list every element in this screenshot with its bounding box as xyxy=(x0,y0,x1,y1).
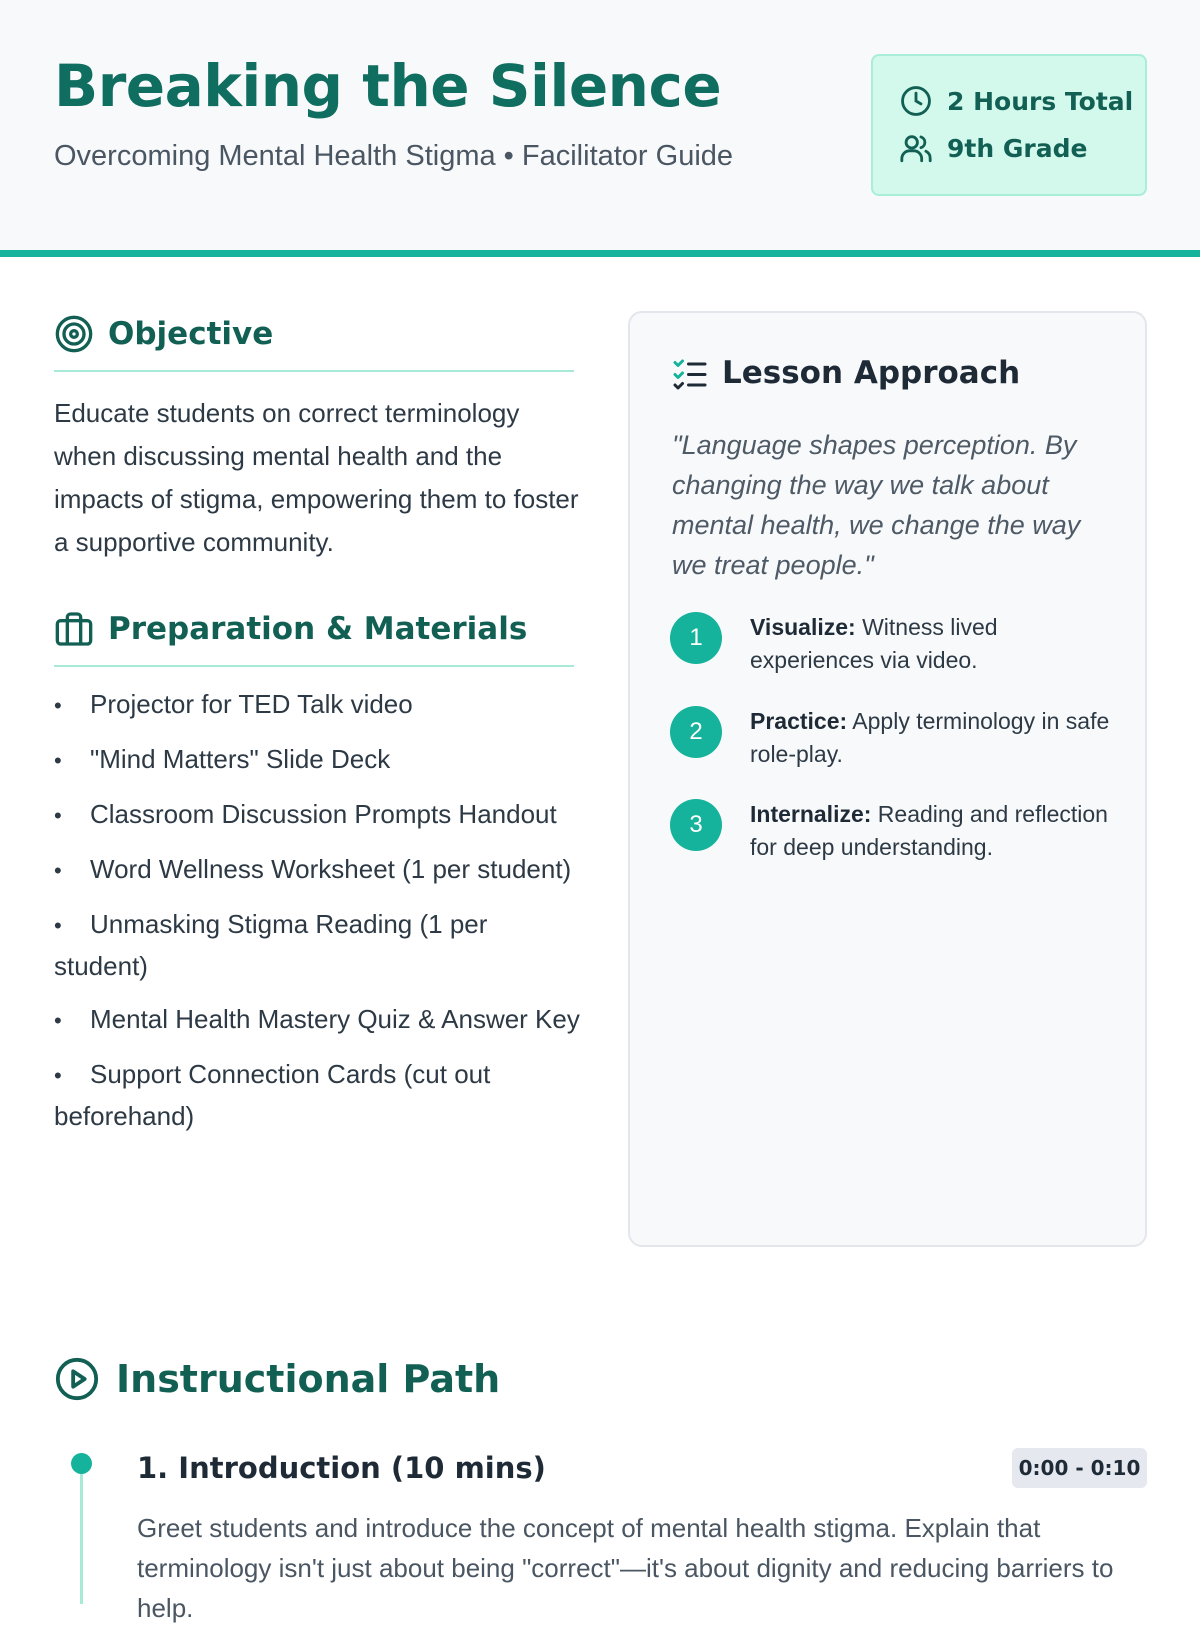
play-circle-icon xyxy=(54,1356,100,1402)
approach-quote: "Language shapes perception. By changing the way we talk about mental health, we change the way we treat people." xyxy=(672,430,1081,580)
lesson-meta-box xyxy=(871,54,1147,196)
time-badge: 0:00 - 0:10 xyxy=(1012,1448,1147,1488)
list-item: • Mental Health Mastery Quiz & Answer Key xyxy=(54,1004,580,1034)
lesson-approach-card xyxy=(628,311,1147,1247)
step-number: 1 xyxy=(670,612,722,664)
objective-heading xyxy=(54,314,574,372)
header xyxy=(0,0,1200,257)
list-item: • Word Wellness Worksheet (1 per student) xyxy=(54,854,572,884)
users-icon xyxy=(899,131,933,165)
approach-heading-label: Lesson Approach xyxy=(722,355,1021,391)
instructional-path-heading xyxy=(54,1356,500,1402)
path-step-description: Greet students and introduce the concept of mental health stigma. Explain that terminology isn't just about being "correct"—it's about dignity and reducing barriers to help. xyxy=(137,1513,1114,1623)
list-item: • Support Connection Cards (cut out beforehand) xyxy=(54,1059,491,1131)
materials-heading xyxy=(54,609,574,667)
approach-step xyxy=(670,798,1120,864)
step-text: Internalize: Reading and reflection for deep understanding. xyxy=(750,801,1108,860)
path-step-title: 1. Introduction (10 mins) xyxy=(137,1451,546,1485)
clock-icon xyxy=(899,84,933,118)
step-number: 2 xyxy=(670,706,722,758)
page-subtitle: Overcoming Mental Health Stigma • Facilitator Guide xyxy=(54,140,734,172)
approach-step xyxy=(670,611,1120,677)
timeline-line xyxy=(80,1464,83,1604)
target-icon xyxy=(54,314,94,354)
objective-heading-label: Objective xyxy=(108,316,274,352)
duration-row xyxy=(899,84,1133,118)
step-text: Visualize: Witness lived experiences via video. xyxy=(750,614,998,673)
approach-step xyxy=(670,705,1120,771)
duration-text: 2 Hours Total xyxy=(947,86,1134,116)
step-number: 3 xyxy=(670,799,722,851)
grade-row xyxy=(899,131,1087,165)
grade-text: 9th Grade xyxy=(947,133,1088,163)
list-item: • "Mind Matters" Slide Deck xyxy=(54,744,391,774)
list-item: • Unmasking Stigma Reading (1 per student) xyxy=(54,909,488,981)
list-item: • Classroom Discussion Prompts Handout xyxy=(54,799,557,829)
timeline-dot xyxy=(71,1453,92,1474)
page-title: Breaking the Silence xyxy=(54,52,722,120)
objective-text: Educate students on correct terminology when discussing mental health and the impacts of stigma, empowering them to foster a supportive community. xyxy=(54,398,579,557)
checklist-icon xyxy=(672,355,708,391)
materials-heading-label: Preparation & Materials xyxy=(108,611,528,647)
approach-heading xyxy=(672,355,1020,391)
step-text: Practice: Apply terminology in safe role-play. xyxy=(750,708,1110,767)
list-item: • Projector for TED Talk video xyxy=(54,689,413,719)
briefcase-icon xyxy=(54,609,94,649)
materials-list xyxy=(54,684,584,1149)
instructional-path-label: Instructional Path xyxy=(116,1357,501,1401)
